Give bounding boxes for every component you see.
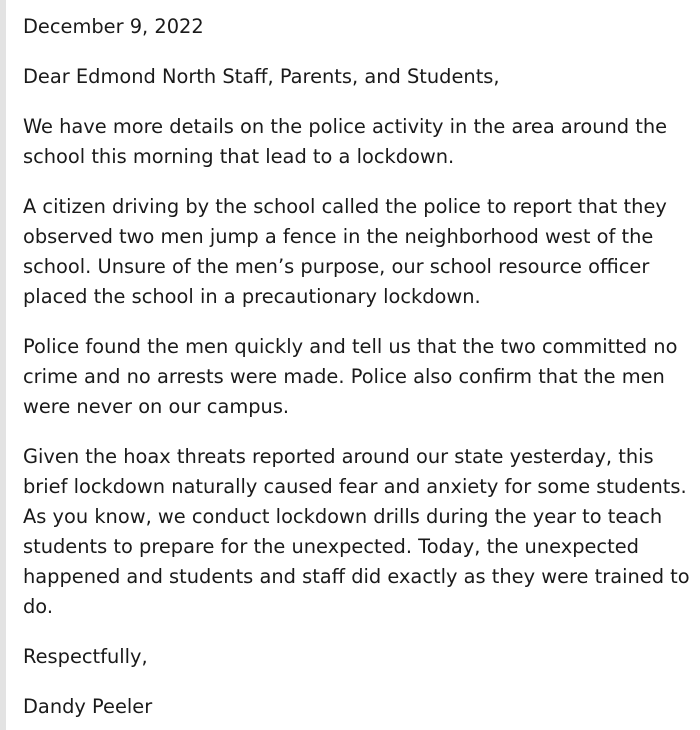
letter-date: December 9, 2022 (23, 15, 204, 38)
letter-paragraph: Police found the men quickly and tell us that the two committed no crime and no arrests were made. Police also confirm that the men were never on our campus. (23, 335, 678, 418)
letter-closing: Respectfully, (23, 645, 148, 668)
letter-body (23, 12, 693, 722)
letter-signature: Dandy Peeler (23, 695, 153, 718)
letter-salutation: Dear Edmond North Staff, Parents, and Students, (23, 65, 500, 88)
left-border (0, 0, 6, 730)
letter-paragraph: We have more details on the police activity in the area around the school this morning that lead to a lockdown. (23, 115, 668, 168)
letter-paragraph: Given the hoax threats reported around our state yesterday, this brief lockdown naturally caused fear and anxiety for some students. As you know, we conduct lockdown drills during the year to teach students to prepare for the unexpected. Today, the unexpected happened and students and staff did exactly as they were trained to do. (23, 445, 690, 618)
letter-paragraph: A citizen driving by the school called the police to report that they observed two men jump a fence in the neighborhood west of the school. Unsure of the men’s purpose, our school resource officer placed the school in a precautionary lockdown. (23, 195, 667, 308)
